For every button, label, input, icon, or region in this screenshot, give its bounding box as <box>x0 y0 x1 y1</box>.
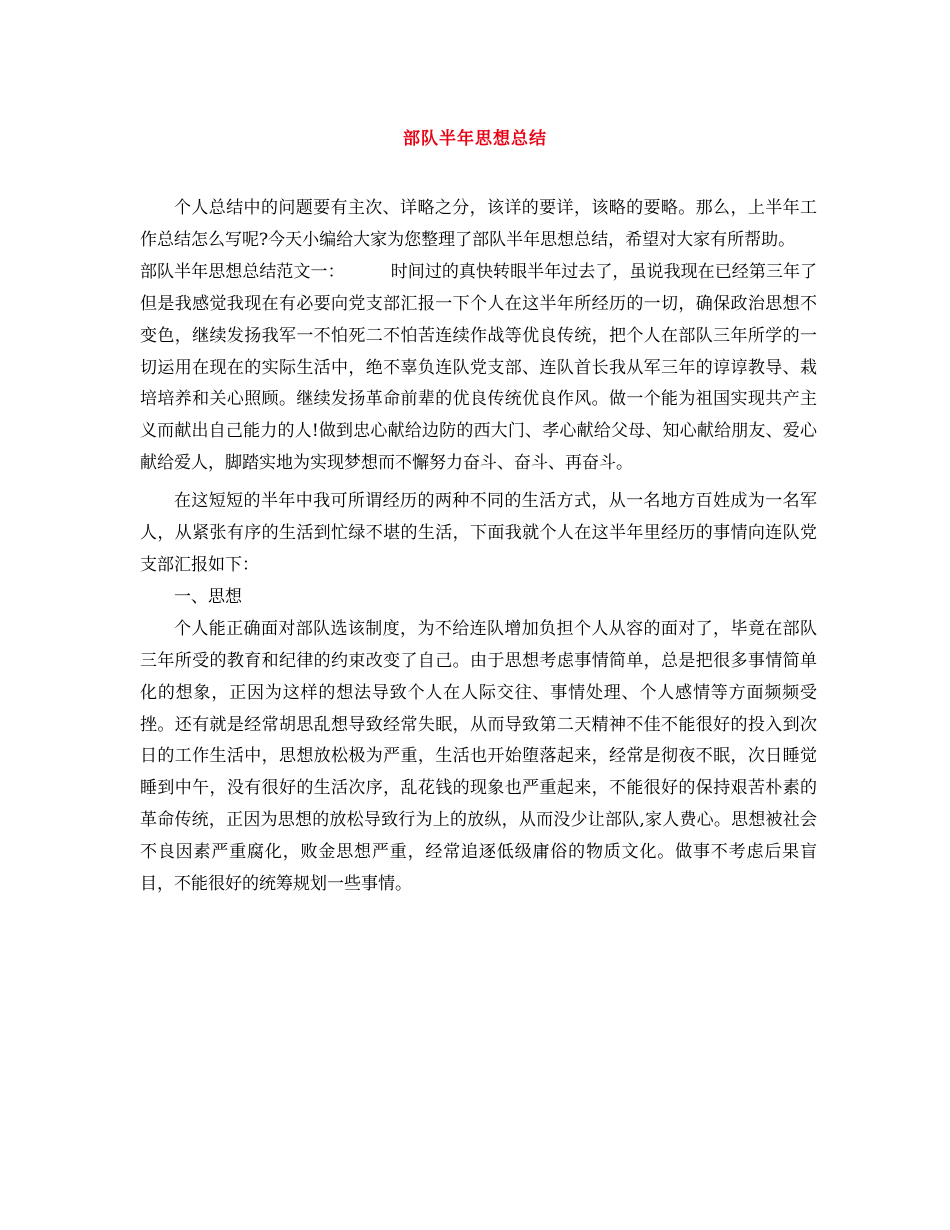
document-title: 部队半年思想总结 <box>403 129 547 149</box>
thought-paragraph: 个人能正确面对部队选该制度，为不给连队增加负担个人从容的面对了，毕竟在部队三年所受的教育和纪律的约束改变了自己。由于思想考虑事情简单，总是把很多事情简单化的想象，正因为这样的想法导致个人在人际交往、事情处理、个人感情等方面频频受挫。还有就是经常胡思乱想导致经常失眠，从而导致第二天精神不佳不能很好的投入到次日的工作生活中，思想放松极为严重，生活也开始堕落起来，经常是彻夜不眠，次日睡觉睡到中午，没有很好的生活次序，乱花钱的现象也严重起来，不能很好的保持艰苦朴素的革命传统，正因为思想的放松导致行为上的放纵，从而没少让部队,家人费心。思想被社会不良因素严重腐化，败金思想严重，经常追逐低级庸俗的物质文化。做事不考虑后果盲目，不能很好的统筹规划一些事情。 <box>140 618 817 895</box>
section-heading-thought: 一、思想 <box>174 586 242 607</box>
sample-paragraph <box>140 257 817 480</box>
sample-heading: 部队半年思想总结范文一： <box>140 261 345 282</box>
intro-paragraph: 个人总结中的问题要有主次、详略之分，该详的要详，该略的要略。那么，上半年工作总结怎么写呢?今天小编给大家为您整理了部队半年思想总结，希望对大家有所帮助。 <box>140 198 817 250</box>
transition-paragraph: 在这短短的半年中我可所谓经历的两种不同的生活方式，从一名地方百姓成为一名军人，从紧张有序的生活到忙绿不堪的生活，下面我就个人在这半年里经历的事情向连队党支部汇报如下： <box>140 491 817 575</box>
sample-paragraph-text: 时间过的真快转眼半年过去了，虽说我现在已经第三年了但是我感觉我现在有必要向党支部汇报一下个人在这半年所经历的一切，确保政治思想不变色，继续发扬我军一不怕死二不怕苦连续作战等优良传统，把个人在部队三年所学的一切运用在现在的实际生活中，绝不辜负连队党支部、连队首长我从军三年的谆谆教导、栽培培养和关心照顾。继续发扬革命前辈的优良传统优良作风。做一个能为祖国实现共产主义而献出自己能力的人!做到忠心献给边防的西大门、孝心献给父母、知心献给朋友、爱心献给爱人，脚踏实地为实现梦想而不懈努力奋斗、奋斗、再奋斗。 <box>140 261 818 474</box>
document-body <box>140 193 817 901</box>
